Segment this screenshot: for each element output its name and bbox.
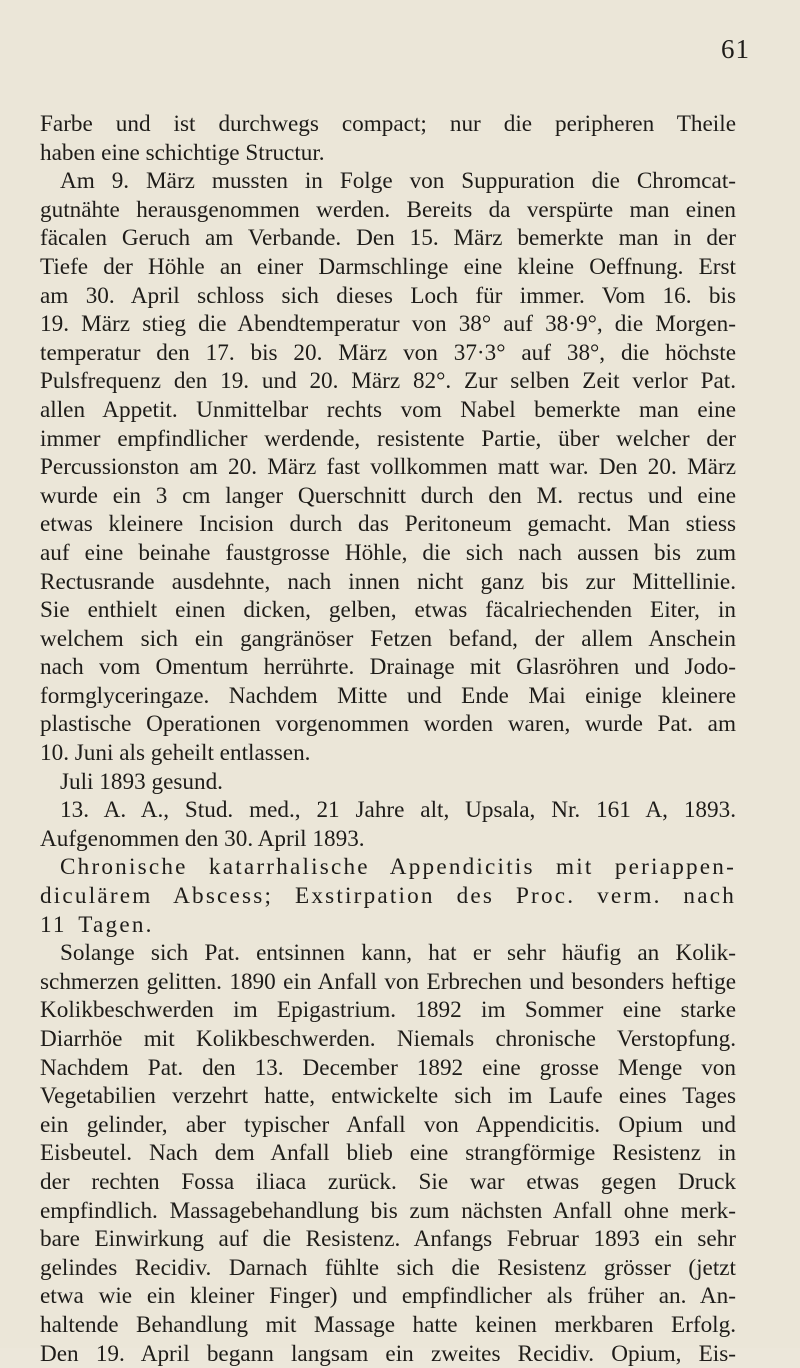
text-line: Sie enthielt einen dicken, gelben, etwas fäcalriechenden Eiter, in	[40, 597, 736, 624]
text-line: etwas kleinere Incision durch das Peritoneum gemacht. Man stiess	[40, 511, 736, 538]
text-line: Diarrhöe mit Kolikbeschwerden. Niemals chronische Verstopfung.	[40, 1026, 736, 1052]
diagnosis-line: 11 Tagen.	[40, 911, 154, 938]
text-line: welchem sich ein gangränöser Fetzen befand, der allem Anschein	[40, 625, 736, 652]
text-line: etwa wie ein kleiner Finger) und empfindlicher als früher an. An-	[40, 1283, 736, 1310]
text-line: bare Einwirkung auf die Resistenz. Anfangs Februar 1893 ein sehr	[40, 1226, 736, 1253]
text-line: wurde ein 3 cm langer Querschnitt durch den M. rectus und eine	[40, 482, 736, 509]
text-line: nach vom Omentum herrührte. Drainage mit Glasröhren und Jodo-	[40, 654, 736, 681]
text-line: ein gelinder, aber typischer Anfall von Appendicitis. Opium und	[40, 1111, 736, 1138]
text-line: empfindlich. Massagebehandlung bis zum nächsten Anfall ohne merk-	[40, 1197, 736, 1224]
text-line: formglyceringaze. Nachdem Mitte und Ende Mai einige kleinere	[40, 682, 736, 709]
text-line: gutnähte herausgenommen werden. Bereits da verspürte man einen	[40, 196, 736, 223]
text-line: Rectusrande ausdehnte, nach innen nicht ganz bis zur Mittellinie.	[40, 568, 736, 595]
text-line: allen Appetit. Unmittelbar rechts vom Nabel bemerkte man eine	[40, 396, 736, 423]
diagnosis-line: Chronische katarrhalische Appendicitis mit periappen-	[60, 854, 736, 881]
case-heading-line: 13. A. A., Stud. med., 21 Jahre alt, Upsala, Nr. 161 A, 1893.	[60, 797, 736, 824]
text-line: am 30. April schloss sich dieses Loch für immer. Vom 16. bis	[40, 282, 736, 309]
text-line: Solange sich Pat. entsinnen kann, hat er sehr häufig an Kolik-	[60, 940, 736, 967]
text-line: Juli 1893 gesund.	[60, 768, 223, 795]
text-line: Eisbeutel. Nach dem Anfall blieb eine strangförmige Resistenz in	[40, 1140, 736, 1167]
text-line: Den 19. April begann langsam ein zweites Recidiv. Opium, Eis-	[40, 1340, 736, 1367]
text-line: fäcalen Geruch am Verbande. Den 15. März bemerkte man in der	[40, 225, 736, 252]
text-line: Tiefe der Höhle an einer Darmschlinge eine kleine Oeffnung. Erst	[40, 253, 736, 280]
text-line: 19. März stieg die Abendtemperatur von 38° auf 38·9°, die Morgen-	[40, 311, 736, 338]
text-line: haben eine schichtige Structur.	[40, 139, 325, 166]
text-line: gelindes Recidiv. Darnach fühlte sich die Resistenz grösser (jetzt	[40, 1254, 736, 1281]
page-number: 61	[721, 34, 750, 64]
text-line: haltende Behandlung mit Massage hatte keinen merkbaren Erfolg.	[40, 1311, 736, 1338]
text-line: Pulsfrequenz den 19. und 20. März 82°. Zur selben Zeit verlor Pat.	[40, 368, 736, 395]
text-line: Vegetabilien verzehrt hatte, entwickelte sich im Laufe eines Tages	[40, 1083, 736, 1110]
text-line: Percussionston am 20. März fast vollkommen matt war. Den 20. März	[40, 454, 736, 481]
text-line: der rechten Fossa iliaca zurück. Sie war etwas gegen Druck	[40, 1168, 736, 1195]
text-line: 10. Juni als geheilt entlassen.	[40, 740, 311, 767]
text-line: auf eine beinahe faustgrosse Höhle, die sich nach aussen bis zum	[40, 539, 736, 566]
text-line: plastische Operationen vorgenommen worden waren, wurde Pat. am	[40, 711, 736, 738]
text-line: Aufgenommen den 30. April 1893.	[40, 825, 365, 852]
text-line: Kolikbeschwerden im Epigastrium. 1892 im Sommer eine starke	[40, 997, 736, 1024]
diagnosis-line: diculärem Abscess; Exstirpation des Proc. verm. nach	[40, 883, 736, 910]
text-line: schmerzen gelitten. 1890 ein Anfall von Erbrechen und besonders heftige	[40, 968, 736, 995]
text-line: Nachdem Pat. den 13. December 1892 eine grosse Menge von	[40, 1054, 736, 1081]
text-line: Farbe und ist durchwegs compact; nur die peripheren Theile	[40, 111, 736, 137]
body-text	[40, 110, 736, 1368]
text-line: Am 9. März mussten in Folge von Suppuration die Chromcat-	[60, 168, 736, 195]
text-line: temperatur den 17. bis 20. März von 37·3° auf 38°, die höchste	[40, 339, 736, 366]
text-line: immer empfindlicher werdende, resistente Partie, über welcher der	[40, 425, 736, 452]
